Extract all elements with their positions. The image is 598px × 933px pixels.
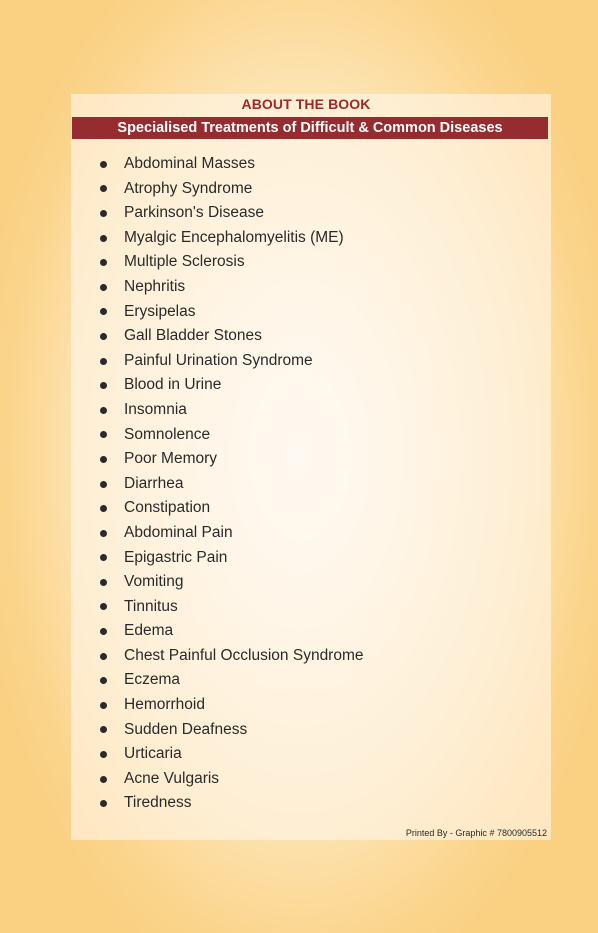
bullet-icon bbox=[100, 603, 107, 610]
bullet-icon bbox=[100, 702, 107, 709]
bullet-icon bbox=[100, 800, 107, 807]
list-item-label: Multiple Sclerosis bbox=[124, 253, 245, 271]
bullet-icon bbox=[100, 284, 107, 291]
bullet-icon bbox=[100, 456, 107, 463]
bullet-icon bbox=[100, 579, 107, 586]
list-item-label: Chest Painful Occlusion Syndrome bbox=[124, 646, 364, 664]
list-item bbox=[100, 693, 364, 718]
bullet-icon bbox=[100, 333, 107, 340]
list-item bbox=[100, 791, 364, 816]
bullet-icon bbox=[100, 382, 107, 389]
list-item bbox=[100, 349, 364, 374]
list-item-label: Vomiting bbox=[124, 573, 184, 591]
list-item-label: Myalgic Encephalomyelitis (ME) bbox=[124, 228, 344, 246]
list-item-label: Nephritis bbox=[124, 277, 186, 295]
bullet-icon bbox=[100, 505, 107, 512]
list-item-label: Diarrhea bbox=[124, 474, 184, 492]
bullet-icon bbox=[100, 677, 107, 684]
list-item bbox=[100, 718, 364, 743]
list-item bbox=[100, 546, 364, 571]
list-item-label: Parkinson's Disease bbox=[124, 204, 264, 222]
list-item-label: Tinnitus bbox=[124, 597, 178, 615]
section-heading: ABOUT THE BOOK bbox=[241, 96, 371, 112]
bullet-icon bbox=[100, 431, 107, 438]
list-item bbox=[100, 152, 364, 177]
bullet-icon bbox=[100, 776, 107, 783]
disease-list bbox=[100, 152, 364, 816]
list-item-label: Acne Vulgaris bbox=[124, 769, 220, 787]
bullet-icon bbox=[100, 259, 107, 266]
list-item bbox=[100, 324, 364, 349]
list-item bbox=[100, 767, 364, 792]
bullet-icon bbox=[100, 554, 107, 561]
list-item bbox=[100, 496, 364, 521]
title-banner: Specialised Treatments of Difficult & Common Diseases bbox=[72, 117, 548, 139]
list-item bbox=[100, 201, 364, 226]
list-item bbox=[100, 226, 364, 251]
list-item bbox=[100, 398, 364, 423]
bullet-icon bbox=[100, 358, 107, 365]
list-item-label: Somnolence bbox=[124, 425, 211, 443]
list-item bbox=[100, 177, 364, 202]
list-item bbox=[100, 373, 364, 398]
list-item bbox=[100, 644, 364, 669]
list-item-label: Blood in Urine bbox=[124, 376, 222, 394]
bullet-icon bbox=[100, 407, 107, 414]
list-item bbox=[100, 423, 364, 448]
list-item bbox=[100, 668, 364, 693]
list-item-label: Gall Bladder Stones bbox=[124, 327, 262, 345]
list-item-label: Sudden Deafness bbox=[124, 720, 248, 738]
list-item bbox=[100, 521, 364, 546]
list-item-label: Atrophy Syndrome bbox=[124, 179, 253, 197]
list-item bbox=[100, 447, 364, 472]
list-item-label: Poor Memory bbox=[124, 450, 218, 468]
bullet-icon bbox=[100, 481, 107, 488]
list-item bbox=[100, 275, 364, 300]
list-item-label: Abdominal Masses bbox=[124, 155, 255, 172]
list-item-label: Eczema bbox=[124, 671, 180, 689]
list-item bbox=[100, 250, 364, 275]
bullet-icon bbox=[100, 530, 107, 537]
list-item-label: Constipation bbox=[124, 499, 211, 517]
list-item-label: Hemorrhoid bbox=[124, 696, 205, 714]
list-item-label: Erysipelas bbox=[124, 302, 196, 320]
list-item-label: Insomnia bbox=[124, 400, 187, 418]
list-item bbox=[100, 742, 364, 767]
list-item-label: Tiredness bbox=[124, 794, 192, 812]
list-item-label: Edema bbox=[124, 622, 174, 640]
bullet-icon bbox=[100, 653, 107, 660]
list-item-label: Painful Urination Syndrome bbox=[124, 351, 313, 369]
bullet-icon bbox=[100, 210, 107, 217]
bullet-icon bbox=[100, 628, 107, 635]
bullet-icon bbox=[100, 161, 107, 168]
list-item-label: Epigastric Pain bbox=[124, 548, 228, 566]
list-item bbox=[100, 619, 364, 644]
printer-credit: Printed By - Graphic # 7800905512 bbox=[405, 828, 547, 838]
list-item bbox=[100, 570, 364, 595]
bullet-icon bbox=[100, 185, 107, 192]
list-item bbox=[100, 595, 364, 620]
bullet-icon bbox=[100, 308, 107, 315]
list-item bbox=[100, 472, 364, 497]
bullet-icon bbox=[100, 235, 107, 242]
bullet-icon bbox=[100, 751, 107, 758]
list-item-label: Abdominal Pain bbox=[124, 523, 233, 541]
list-item bbox=[100, 300, 364, 325]
bullet-icon bbox=[100, 726, 107, 733]
list-item-label: Urticaria bbox=[124, 745, 182, 763]
